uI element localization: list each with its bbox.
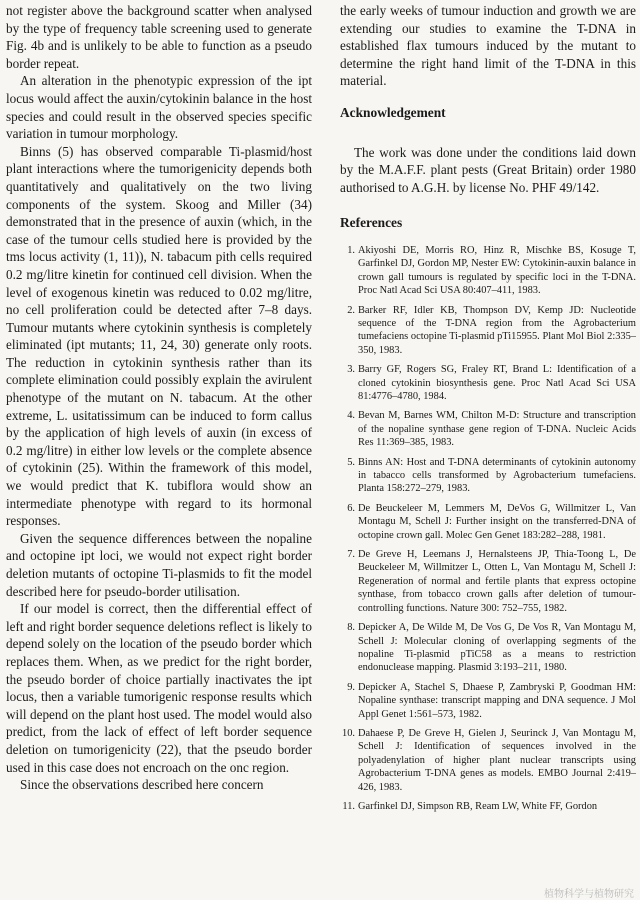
reference-item <box>340 502 636 542</box>
reference-text: Depicker A, De Wilde M, De Vos G, De Vos R, Van Montagu M, Schell J: Molecular cloning of overlapping segments of the nopaline Ti-plasmid pTiC58 as a means to restriction endonuclease mapping. Plasmid 3:193–211, 1980. <box>358 622 636 674</box>
acknowledgement-heading: Acknowledgement <box>340 104 446 120</box>
reference-text: Barry GF, Rogers SG, Fraley RT, Brand L: Identification of a cloned cytokinin biosynthesis gene. Proc Natl Acad Sci USA 81:4776–4780, 1984. <box>358 364 636 402</box>
body-paragraph: not register above the background scatter when analysed by the type of frequency table screening used to generate Fig. 4b and is unlikely to be able to function as a pseudo border repeat. <box>6 3 312 71</box>
reference-item <box>340 244 636 298</box>
reference-text: De Greve H, Leemans J, Hernalsteens JP, Thia-Toong L, De Beuckeleer M, Willmitzer L, Otten L, Van Montagu M, Schell J: Regeneration of normal and fertile plants that express octopine synthase, from tobacco crown galls after deletion of tumour-controlling functions. Nature 300: 752–755, 1982. <box>358 549 636 614</box>
reference-item <box>340 548 636 615</box>
body-paragraph: An alteration in the phenotypic expression of the ipt locus would affect the auxin/cytokinin balance in the host species and could result in the observed species specific variation in tumour morphology. <box>6 73 312 142</box>
reference-item <box>340 727 636 794</box>
reference-item <box>340 800 636 813</box>
reference-list <box>340 244 636 813</box>
reference-item <box>340 456 636 496</box>
reference-item <box>340 363 636 403</box>
reference-number: 10. <box>342 727 355 739</box>
right-column <box>340 2 636 819</box>
body-paragraph: the early weeks of tumour induction and growth we are extending our studies to examine the T-DNA in established flax tumours induced by the mutant to determine the right hand limit of the T-DNA in this material. <box>340 3 636 89</box>
reference-number: 4. <box>347 410 355 422</box>
reference-text: Garfinkel DJ, Simpson RB, Ream LW, White FF, Gordon <box>358 800 598 812</box>
left-column <box>6 2 312 794</box>
acknowledgement-text: The work was done under the conditions laid down by the M.A.F.F. plant pests (Great Britain) order 1980 authorised to A.G.H. by license No. PHF 49/142. <box>340 144 636 195</box>
reference-number: 2. <box>347 304 355 316</box>
reference-number: 7. <box>347 549 355 561</box>
reference-item <box>340 621 636 675</box>
reference-number: 5. <box>347 456 355 468</box>
references-heading: References <box>340 215 403 231</box>
reference-text: Barker RF, Idler KB, Thompson DV, Kemp JD: Nucleotide sequence of the T-DNA region from the Agrobacterium tumefaciens octopine Ti-plasmid pTi15955. Plant Mol Biol 2:335–350, 1983. <box>358 304 636 356</box>
reference-text: Depicker A, Stachel S, Dhaese P, Zambryski P, Goodman HM: Nopaline synthase: transcript mapping and DNA sequence. J Mol Appl Genet 1:561–573, 1982. <box>358 681 636 720</box>
reference-number: 9. <box>347 681 355 693</box>
reference-number: 3. <box>347 364 355 376</box>
reference-number: 8. <box>347 622 355 634</box>
body-paragraph: Binns (5) has observed comparable Ti-plasmid/host plant interactions where the tumorigenicity depends both quantitatively and qualitatively on the two living components of the system. Skoog and Miller (34) demonstrated that in the presence of auxin (which, in the case of the tumour cells studied here is provided by the tms locus activity (1, 11)), N. tabacum pith cells required 0.2 mg/litre kinetin for continued cell division. When the level of exogenous kinetin was reduced to 0.02 mg/litre, no cell proliferation could be detected after 7–8 days. Tumour mutants where cytokinin synthesis is completely eliminated (ipt mutants; 11, 24, 30) generate only roots. The reduction in cytokinin synthesis rather than its complete elimination could possibly explain the avirulent phenotype of the mutant on N. tabacum. At the other extreme, L. usitatissimum can be induced to form callus by the application of high levels of auxin (in excess of 0.2 mg/litre) in either low levels or the complete absence of cytokinin (25). Within the framework of this model, we would predict that K. tubiflora would show an intermediate phenotype with regard to its hormonal responses. <box>6 143 312 529</box>
reference-item <box>340 304 636 358</box>
body-paragraph: Since the observations described here concern <box>20 777 264 793</box>
watermark: 植物科学与植物研究 <box>544 889 634 900</box>
reference-number: 6. <box>347 502 355 514</box>
reference-item <box>340 681 636 721</box>
reference-number: 1. <box>347 244 355 256</box>
reference-item <box>340 409 636 449</box>
reference-text: De Beuckeleer M, Lemmers M, DeVos G, Willmitzer L, Van Montagu M, Schell J: Further insight on the transferred-DNA of octopine crown gall. Molec Gen Genet 183:282–288, 1981. <box>358 502 636 541</box>
reference-number: 11. <box>342 800 355 812</box>
reference-text: Akiyoshi DE, Morris RO, Hinz R, Mischke BS, Kosuge T, Garfinkel DJ, Gordon MP, Nester EW: Cytokinin-auxin balance in crown gall tumours is regulated by specific loci in the T-DNA. Proc Natl Acad Sci USA 80:407–411, 1983. <box>358 244 636 297</box>
reference-text: Binns AN: Host and T-DNA determinants of cytokinin autonomy in tabacco cells transformed by Agrobacterium tumefaciens. Planta 158:272–279, 1983. <box>358 456 636 495</box>
body-paragraph: If our model is correct, then the differential effect of left and right border sequence deletions reflect is likely to depend solely on the location of the pseudo border which replaces them. When, as we predict for the right border, the pseudo border of choice partially inactivates the ipt locus, then a variable tumorigenic response results which will depend on the plant host used. The model would also predict, from the lack of effect of left border sequence deletion on tumorigenicity (22), that the pseudo border used in this case does not encroach on the onc region. <box>6 601 312 775</box>
body-paragraph: Given the sequence differences between the nopaline and octopine ipt loci, we would not expect right border deletion mutants of octopine Ti-plasmids to fit the model described here for pseudo-border utilisation. <box>6 530 312 599</box>
reference-text: Dahaese P, De Greve H, Gielen J, Seurinck J, Van Montagu M, Schell J: Identification of sequences involved in the polyadenylation of higher plant nuclear transcripts using Agrobacterium T-DNA genes as models. EMBO Journal 2:419–426, 1983. <box>358 727 636 793</box>
reference-text: Bevan M, Barnes WM, Chilton M-D: Structure and transcription of the nopaline synthase gene region of T-DNA. Nucleic Acids Res 11:369–385, 1983. <box>358 410 636 449</box>
